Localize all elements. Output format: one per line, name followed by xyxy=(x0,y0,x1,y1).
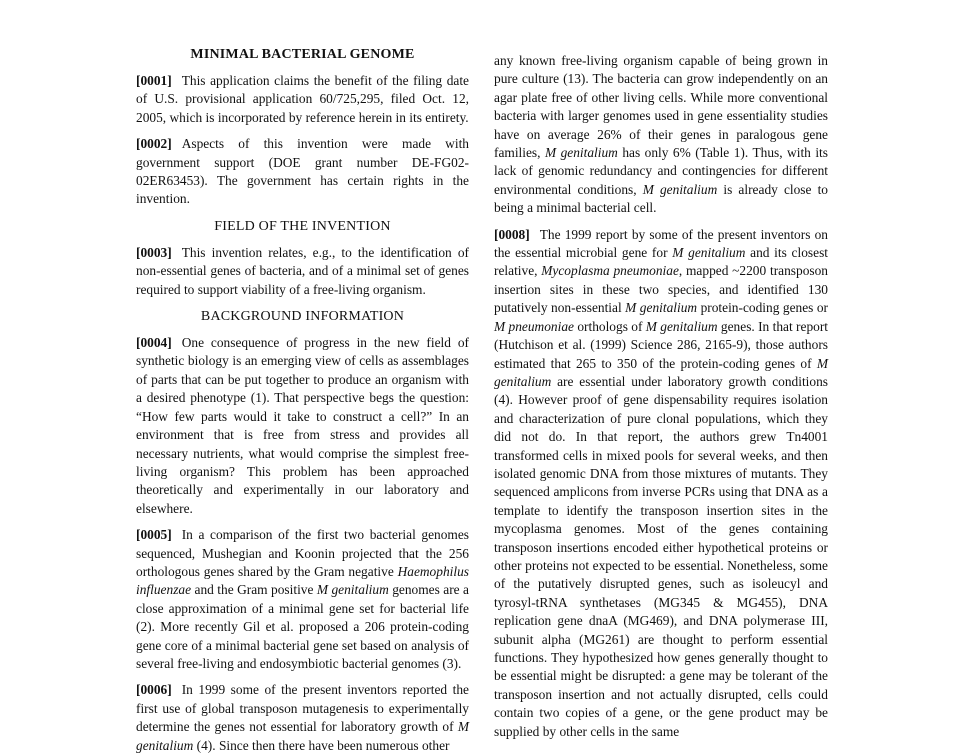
text-run: genomes are a close approximation of a minimal gene set for bacterial life (2). More recently Gil et al. proposed a 206 protein-coding gene core of a minimal bacterial gene set based on analysis of several free-living and endosymbiotic bacterial genomes (3). xyxy=(136,582,469,671)
paragraph-number: [0004] xyxy=(136,335,172,351)
right-column xyxy=(494,52,829,739)
paragraph-0005 xyxy=(136,526,469,673)
text-run: The 1999 report by some of the present inventors on the essential microbial gene for xyxy=(494,226,828,261)
paragraph-number: [0001] xyxy=(136,73,172,88)
italic-species-name: Haemophilus influenzae xyxy=(136,563,469,598)
paragraph-text: This invention relates, e.g., to the identification of non-essential genes of bacteria, and of a minimal set of genes required to support viability of a free-living organism. xyxy=(136,244,469,297)
italic-species-name: M genitalium xyxy=(494,355,828,389)
text-run: orthologs of xyxy=(573,318,646,334)
text-run: and its closest relative, xyxy=(494,245,828,279)
paragraph-text: This application claims the benefit of the filing date of U.S. provisional application 60/725,295, filed Oct. 12, 2005, which is incorporated by reference herein in its entirety. xyxy=(136,73,469,125)
text-run: has only 6% (Table 1). Thus, with its lack of genomic redundancy and contingencies for different environmental conditions, xyxy=(494,145,828,197)
italic-species-name: M genitalium xyxy=(544,145,618,161)
paragraph-0002 xyxy=(136,135,469,209)
left-column xyxy=(136,46,469,753)
paragraph-0004 xyxy=(136,334,469,518)
document-title: MINIMAL BACTERIAL GENOME xyxy=(190,47,415,62)
italic-species-name: M genitalium xyxy=(625,300,698,316)
paragraph-0007-continued xyxy=(494,52,828,218)
paragraph-0001 xyxy=(136,72,469,127)
text-run: In a comparison of the first two bacterial genomes sequenced, Mushegian and Koonin projected that the 256 orthologous genes shared by the Gram negative xyxy=(136,527,469,579)
italic-species-name: M pneumoniae xyxy=(494,318,574,334)
paragraph-text: One consequence of progress in the new field of synthetic biology is an emerging view of cells as assemblages of parts that can be put together to produce an organism with a desired phenotype (1). That perspective begs the question: “How few parts would it take to construct a cell?” In an environment that is free from stress and provides all necessary nutrients, what would comprise the simplest free-living organism? This problem has been approached theoretically and experimentally in our laboratory and elsewhere. xyxy=(136,335,469,516)
text-run: , mapped ~2200 transposon insertion sites in these two species, and identified 130 putatively non-essential xyxy=(494,263,828,316)
paragraph-0006 xyxy=(136,681,469,755)
text-run: In 1999 some of the present inventors reported the first use of global transposon mutagenesis to experimentally determine the genes not essential for laboratory growth of xyxy=(136,682,469,735)
paragraph-text: Aspects of this invention were made with government support (DOE grant number DE-FG02-02ER63453). The government has certain rights in the invention. xyxy=(136,136,469,207)
paragraph-0008 xyxy=(494,226,828,741)
text-run: and the Gram positive xyxy=(191,582,317,598)
text-run: are essential under laboratory growth conditions (4). However proof of gene dispensability requires isolation and characterization of pure clonal populations, which they did not do. In that report, the authors grew Tn4001 transformed cells in mixed pools for several weeks, and then isolated genomic DNA from those mixtures of mutants. They sequenced amplicons from inverse PCRs using that DNA as a template to identify the transposon insertion sites in the mycoplasma genomes. Most of the genes containing transposon insertions encoded either hypothetical proteins or other proteins not expected to be essential. Nonetheless, some of the putatively disrupted genes, such as isoleucyl and tyrosyl-tRNA synthetases (MG345 & MG455), DNA replication gene dnaA (MG469), and DNA polymerase III, subunit alpha (MG261) are thought to perform essential functions. They hypothesized how genes generally thought to be essential might be disrupted: a gene may be tolerant of the transposon insertion and not actually disrupted, cells could contain two copies of a gene, or the gene product may be supplied by other cells in the same xyxy=(494,373,828,739)
paragraph-0003 xyxy=(136,244,469,299)
paragraph-number: [0005] xyxy=(136,527,172,543)
section-heading-background: BACKGROUND INFORMATION xyxy=(200,309,405,325)
text-run: protein-coding genes or xyxy=(697,300,829,316)
section-heading-field: FIELD OF THE INVENTION xyxy=(214,218,391,234)
italic-species-name: M genitalium xyxy=(672,245,746,261)
italic-species-name: M genitalium xyxy=(642,181,718,197)
text-run: any known free-living organism capable of being grown in pure culture (13). The bacteria can grow independently on an agar plate free of other living cells. While more conventional bacteria with larger genomes used in gene essentiality studies have on average 26% of their genes in paralogous gene families, xyxy=(494,53,828,161)
text-run: (4). Since then there have been numerous other xyxy=(193,737,450,753)
italic-species-name: Mycoplasma pneumoniae xyxy=(541,263,679,279)
italic-species-name: M genitalium xyxy=(136,719,469,753)
paragraph-number: [0002] xyxy=(136,136,172,152)
paragraph-number: [0003] xyxy=(136,244,172,260)
text-run: is already close to being a minimal bacterial cell. xyxy=(494,181,828,216)
text-run: genes. In that report (Hutchison et al. (1999) Science 286, 2165-9), those authors estimated that 265 to 350 of the protein-coding genes of xyxy=(494,318,829,371)
italic-species-name: M genitalium xyxy=(316,582,389,598)
paragraph-number: [0006] xyxy=(136,682,172,698)
italic-species-name: M genitalium xyxy=(645,318,718,334)
paragraph-number: [0008] xyxy=(494,226,530,242)
